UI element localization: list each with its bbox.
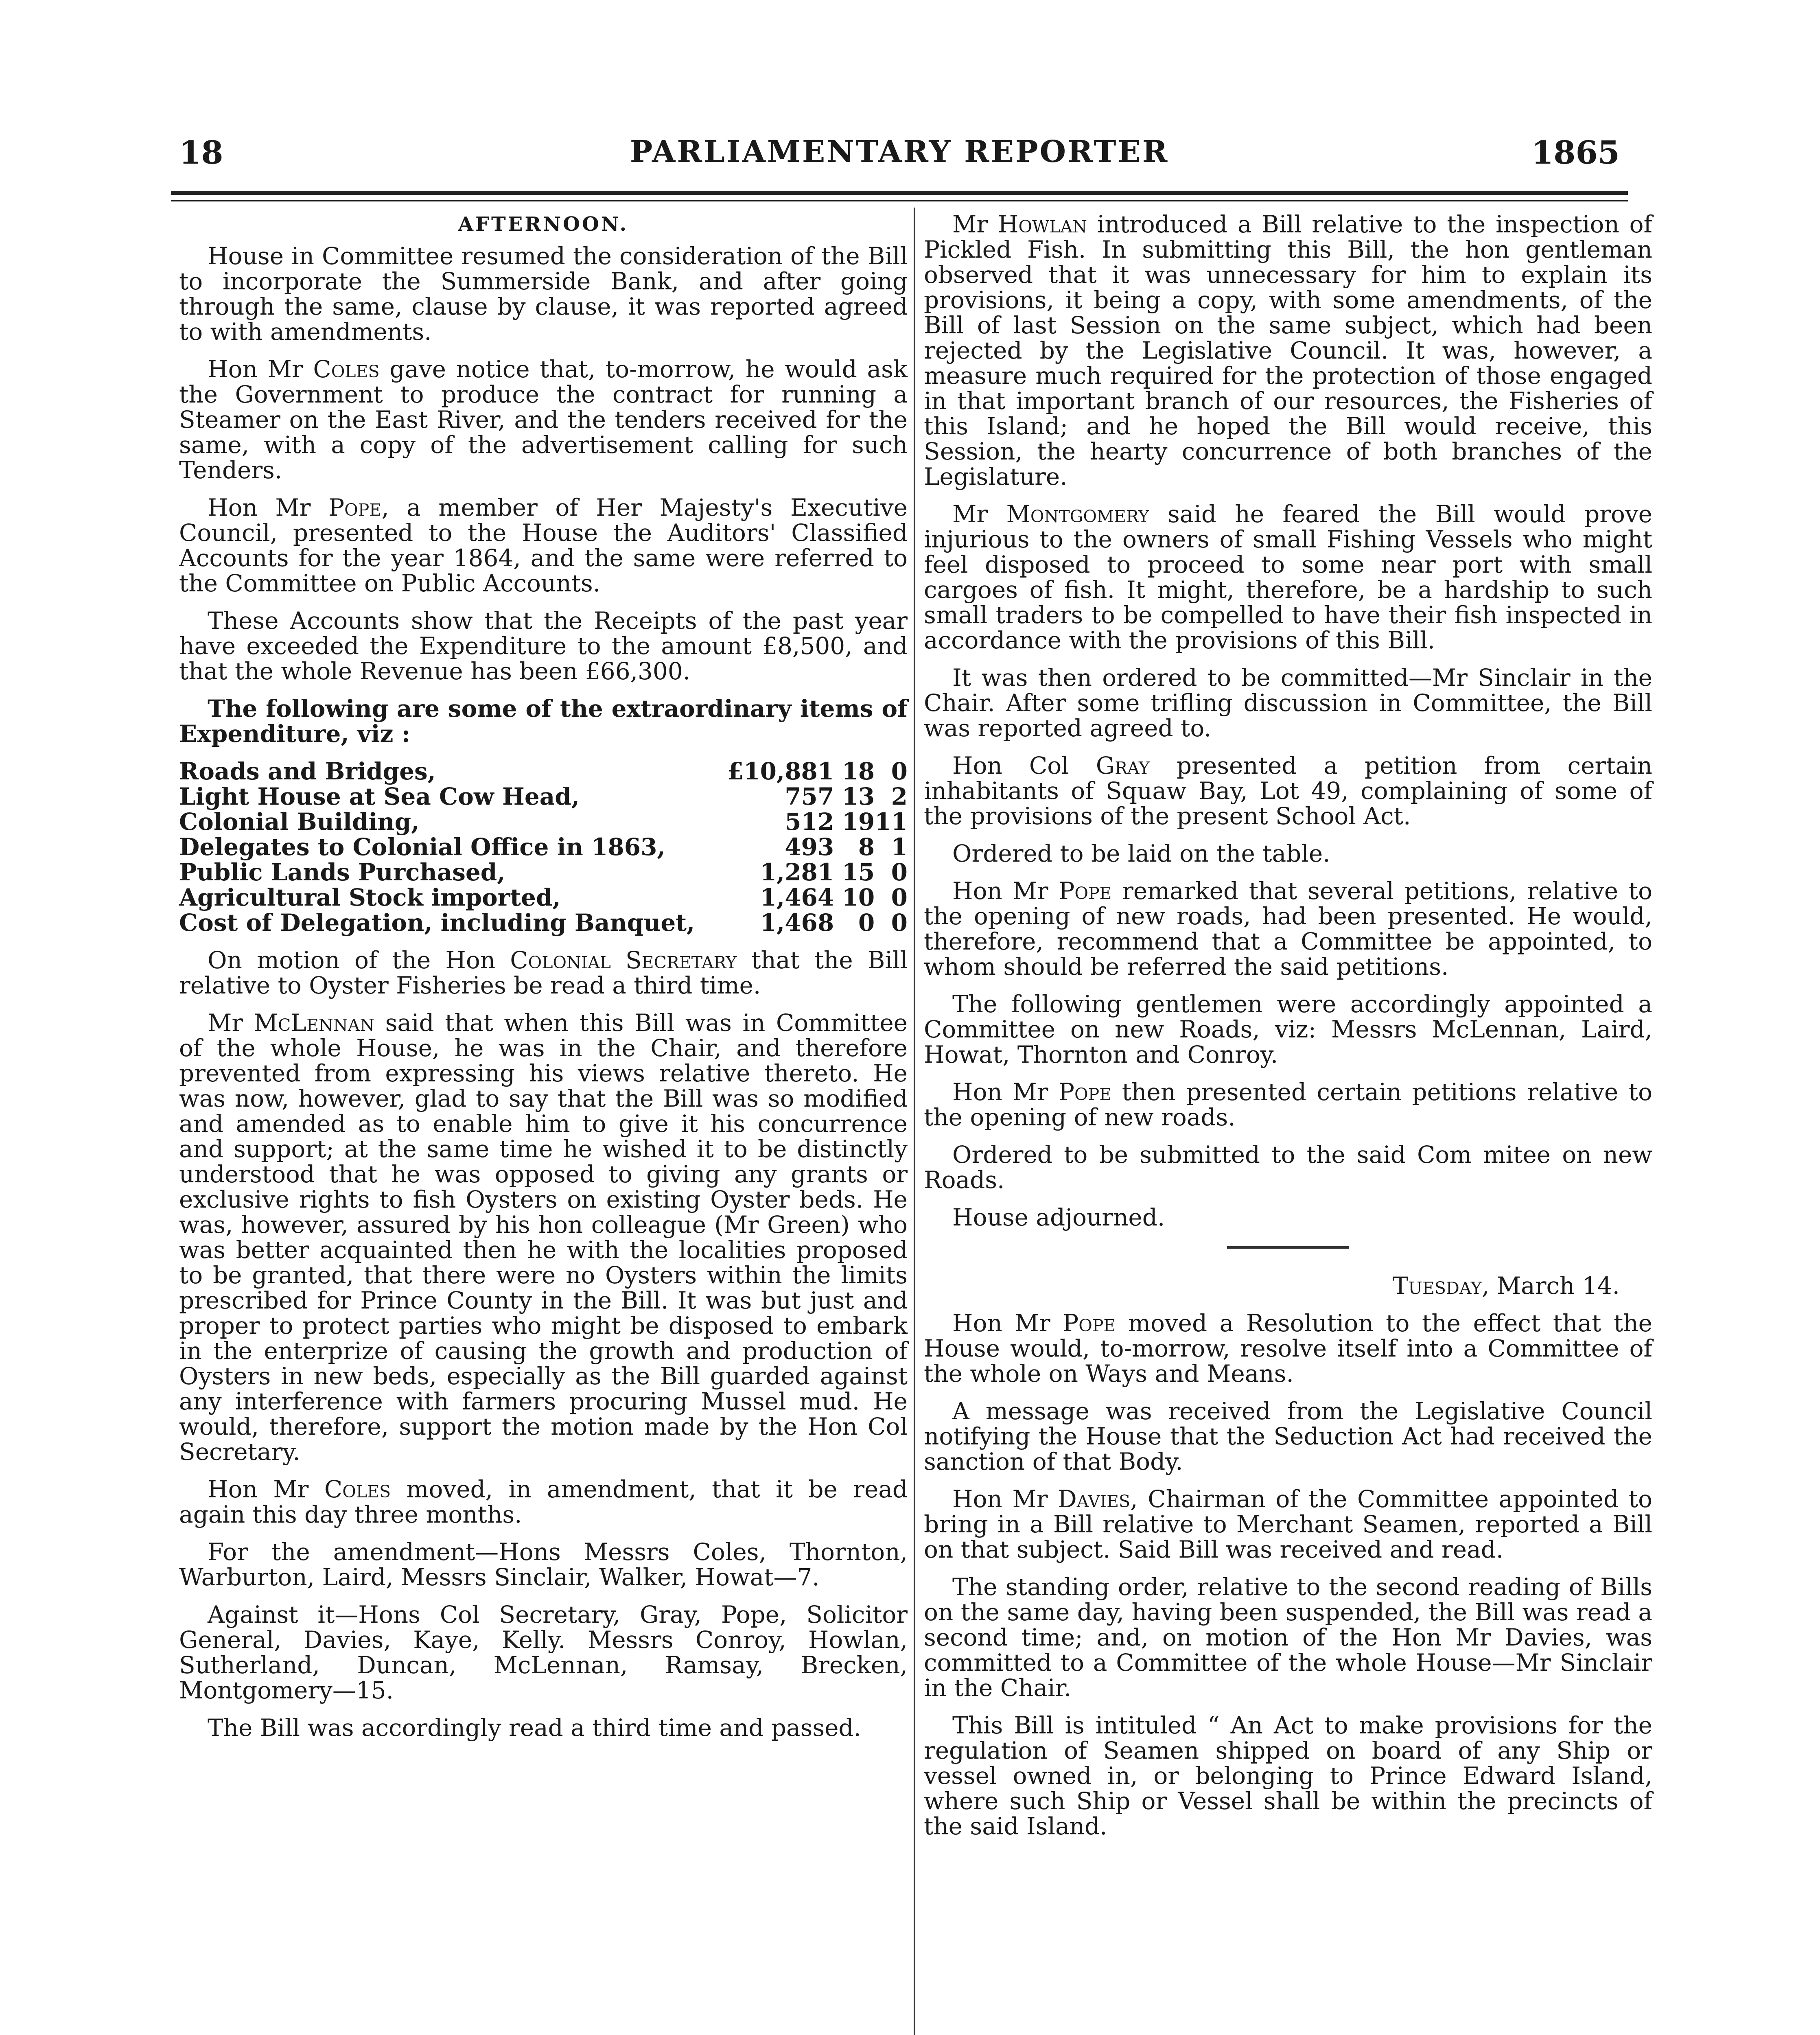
table-row	[179, 784, 908, 809]
paragraph: The standing order, relative to the second reading of Bills on the same day, having been suspended, the Bill was read a second time; and, on motion of the Hon Mr Davies, was committed to a Committee of the whole House—Mr Sinclair in the Chair.	[924, 1573, 1652, 1702]
left-column	[179, 212, 908, 1753]
publication-year: 1865	[1531, 134, 1620, 171]
item-pounds: 1,464	[760, 884, 834, 911]
item-label: Roads and Bridges,	[179, 757, 436, 785]
item-shillings: 15	[842, 858, 875, 886]
item-pounds: 1,468	[760, 909, 834, 937]
paragraph	[924, 501, 1652, 653]
table-row	[179, 910, 908, 935]
text-segment: Hon Mr	[208, 494, 329, 521]
table-row	[179, 834, 908, 860]
item-shillings: 13	[842, 783, 875, 810]
text-segment: On motion of the Hon	[208, 946, 510, 974]
text-segment: remarked that several petitions, relative to the opening of new roads, had been presented. He would, therefore, recommend that a Committee be appointed, to whom should be referred the said petitions.	[924, 877, 1652, 980]
item-pence: 1	[891, 833, 908, 861]
speaker-name: Pope	[1063, 1309, 1116, 1337]
paragraph: The following are some of the extraordinary items of Expenditure, viz :	[179, 695, 908, 748]
paragraph	[924, 1079, 1652, 1130]
dateline-date: , March 14.	[1481, 1272, 1620, 1300]
item-pence: 2	[891, 783, 908, 810]
paragraph: For the amendment—Hons Messrs Coles, Thornton, Warburton, Laird, Messrs Sinclair, Walker, Howat—7.	[179, 1538, 908, 1591]
header-rule-thin	[171, 200, 1628, 201]
item-pence: 0	[891, 757, 908, 785]
text-segment: Hon Mr	[952, 1078, 1059, 1106]
section-separator	[1227, 1246, 1349, 1249]
item-label: Colonial Building,	[179, 808, 420, 836]
text-segment: introduced a Bill relative to the inspection of Pickled Fish. In submitting this Bill, the hon gentleman observed that it was unnecessary for him to explain its provisions, it being a copy, with some amendments, of the Bill of last Session on the same subject, which had been rejected by the Legislative Council. It was, however, a measure much required for the protection of those engaged in that important branch of our resources, the Fisheries of this Island; and he hoped the Bill would receive, this Session, the hearty concurrence of both branches of the Legislature.	[924, 210, 1652, 490]
paragraph: These Accounts show that the Receipts of the past year have exceeded the Expenditure to the amount £8,500, and that the whole Revenue has been £66,300.	[179, 607, 908, 685]
paragraph: House adjourned.	[952, 1203, 1165, 1231]
paragraph	[924, 1486, 1652, 1562]
paragraph	[179, 1477, 908, 1527]
paragraph	[924, 753, 1652, 829]
text-segment: Hon Mr	[952, 877, 1059, 905]
item-shillings: 0	[858, 909, 875, 937]
paragraph: Ordered to be submitted to the said Com mitee on new Roads.	[924, 1141, 1652, 1194]
item-pounds: £10,881	[727, 757, 834, 785]
page-header	[171, 134, 1628, 183]
text-segment: Hon Mr	[208, 1475, 324, 1503]
item-pence: 0	[891, 884, 908, 911]
item-pounds: 512	[785, 808, 834, 836]
publication-title: PARLIAMENTARY REPORTER	[630, 134, 1169, 169]
text-segment: Hon Col	[952, 752, 1096, 779]
item-shillings: 8	[858, 833, 875, 861]
paragraph: It was then ordered to be committed—Mr Sinclair in the Chair. After some trifling discussion in Committee, the Bill was reported agreed to.	[924, 664, 1652, 742]
paragraph	[179, 495, 908, 596]
item-label: Agricultural Stock imported,	[179, 884, 561, 911]
paragraph: The following gentlemen were accordingly appointed a Committee on new Roads, viz: Messrs McLennan, Laird, Howat, Thornton and Conroy.	[924, 990, 1652, 1068]
table-row	[179, 885, 908, 910]
text-segment: Hon Mr	[952, 1309, 1063, 1337]
item-label: Delegates to Colonial Office in 1863,	[179, 833, 665, 861]
item-pence: 11	[875, 808, 908, 836]
speaker-name: McLennan	[254, 1009, 375, 1037]
item-pounds: 757	[785, 783, 834, 810]
text-segment: said he feared the Bill would prove injurious to the owners of small Fishing Vessels who might feel disposed to proceed to some near port with small cargoes of fish. It might, therefore, be a hardship to such small traders to be compelled to have their fish inspected in accordance with the provisions of this Bill.	[924, 500, 1652, 654]
dateline-day: Tuesday	[1392, 1272, 1482, 1300]
right-column	[924, 212, 1652, 1851]
item-shillings: 10	[842, 884, 875, 911]
table-row	[179, 809, 908, 834]
item-pence: 0	[891, 858, 908, 886]
table-row	[179, 860, 908, 885]
text-segment: then presented certain petitions relative to the opening of new roads.	[924, 1078, 1652, 1131]
section-heading: AFTERNOON.	[458, 213, 629, 236]
item-label: Cost of Delegation, including Banquet,	[179, 909, 695, 937]
paragraph	[179, 357, 908, 483]
speaker-name: Pope	[1059, 877, 1112, 905]
text-segment: Hon Mr	[208, 355, 313, 383]
text-segment: moved, in amendment, that it be read again this day three months.	[179, 1475, 908, 1528]
paragraph: House in Committee resumed the consideration of the Bill to incorporate the Summerside Bank, and after going through the same, clause by clause, it was reported agreed to with amendments.	[179, 242, 908, 346]
item-shillings: 19	[842, 808, 875, 836]
paragraph: The Bill was accordingly read a third time and passed.	[208, 1714, 861, 1742]
paragraph	[179, 947, 908, 998]
text-segment: Hon Mr	[952, 1485, 1058, 1513]
expenditure-table	[179, 759, 908, 935]
page-number: 18	[179, 134, 223, 171]
item-label: Public Lands Purchased,	[179, 858, 505, 886]
item-label: Light House at Sea Cow Head,	[179, 783, 580, 810]
paragraph	[924, 878, 1652, 979]
text-segment: , Chairman of the Committee appointed to bring in a Bill relative to Merchant Seamen, reported a Bill on that subject. Said Bill was received and read.	[924, 1485, 1652, 1563]
text-segment: presented a petition from certain inhabitants of Squaw Bay, Lot 49, complaining of some of the provisions of the present School Act.	[924, 752, 1652, 830]
speaker-name: Montgomery	[1006, 500, 1149, 528]
paragraph: Against it—Hons Col Secretary, Gray, Pope, Solicitor General, Davies, Kaye, Kelly. Messrs Conroy, Howlan, Sutherland, Duncan, McLennan, Ramsay, Brecken, Montgomery—15.	[179, 1601, 908, 1704]
text-segment: Mr	[208, 1009, 254, 1037]
dateline	[924, 1273, 1652, 1298]
speaker-name: Pope	[1059, 1078, 1112, 1106]
paragraph	[924, 212, 1652, 489]
text-segment: that the Bill relative to Oyster Fisheries be read a third time.	[179, 946, 908, 999]
text-segment: gave notice that, to-morrow, he would ask the Government to produce the contract for running a Steamer on the East River, and the tenders received for the same, with a copy of the advertisement calling for such Tenders.	[179, 355, 908, 484]
paragraph: A message was received from the Legislative Council notifying the House that the Seduction Act had received the sanction of that Body.	[924, 1397, 1652, 1475]
paragraph	[924, 1311, 1652, 1386]
speaker-name: Davies	[1058, 1485, 1131, 1513]
speaker-name: Gray	[1096, 752, 1150, 779]
speaker-name: Colonial Secretary	[510, 946, 737, 974]
text-segment: moved a Resolution to the effect that the House would, to-morrow, resolve itself into a Committee of the whole on Ways and Means.	[924, 1309, 1652, 1387]
speaker-name: Howlan	[998, 210, 1087, 238]
text-segment: , a member of Her Majesty's Executive Council, presented to the House the Auditors' Classified Accounts for the year 1864, and the same were referred to the Committee on Public Accounts.	[179, 494, 908, 597]
paragraph: Ordered to be laid on the table.	[952, 840, 1330, 867]
paragraph: This Bill is intituled “ An Act to make provisions for the regulation of Seamen shipped on board of any Ship or vessel owned in, or belonging to Prince Edward Island, where such Ship or Vessel shall be within the precincts of the said Island.	[924, 1711, 1652, 1840]
table-row	[179, 759, 908, 784]
header-rule-thick	[171, 191, 1628, 195]
item-pence: 0	[891, 909, 908, 937]
item-pounds: 493	[785, 833, 834, 861]
column-divider	[914, 208, 915, 2035]
speaker-name: Coles	[313, 355, 380, 383]
text-segment: said that when this Bill was in Committee of the whole House, he was in the Chair, and therefore prevented from expressing his views relative thereto. He was now, however, glad to say that the Bill was so modified and amended as to enable him to give it his concurrence and support; at the same time he wished it to be distinctly understood that he was opposed to giving any grants or exclusive rights to fish Oysters on existing Oyster beds. He was, however, assured by his hon colleague (Mr Green) who was better acquainted then he with the localities proposed to be granted, that there were no Oysters within the limits prescribed for Prince County in the Bill. It was but just and proper to protect parties who might be disposed to embark in the enterprize of causing the growth and production of Oysters in new beds, especially as the Bill guarded against any interference with farmers procuring Mussel mud. He would, therefore, support the motion made by the Hon Col Secretary.	[179, 1009, 908, 1466]
item-pounds: 1,281	[760, 858, 834, 886]
item-shillings: 18	[842, 757, 875, 785]
speaker-name: Pope	[328, 494, 382, 521]
paragraph	[179, 1010, 908, 1464]
text-segment: Mr	[952, 210, 998, 238]
speaker-name: Coles	[324, 1475, 391, 1503]
text-segment: Mr	[952, 500, 1006, 528]
